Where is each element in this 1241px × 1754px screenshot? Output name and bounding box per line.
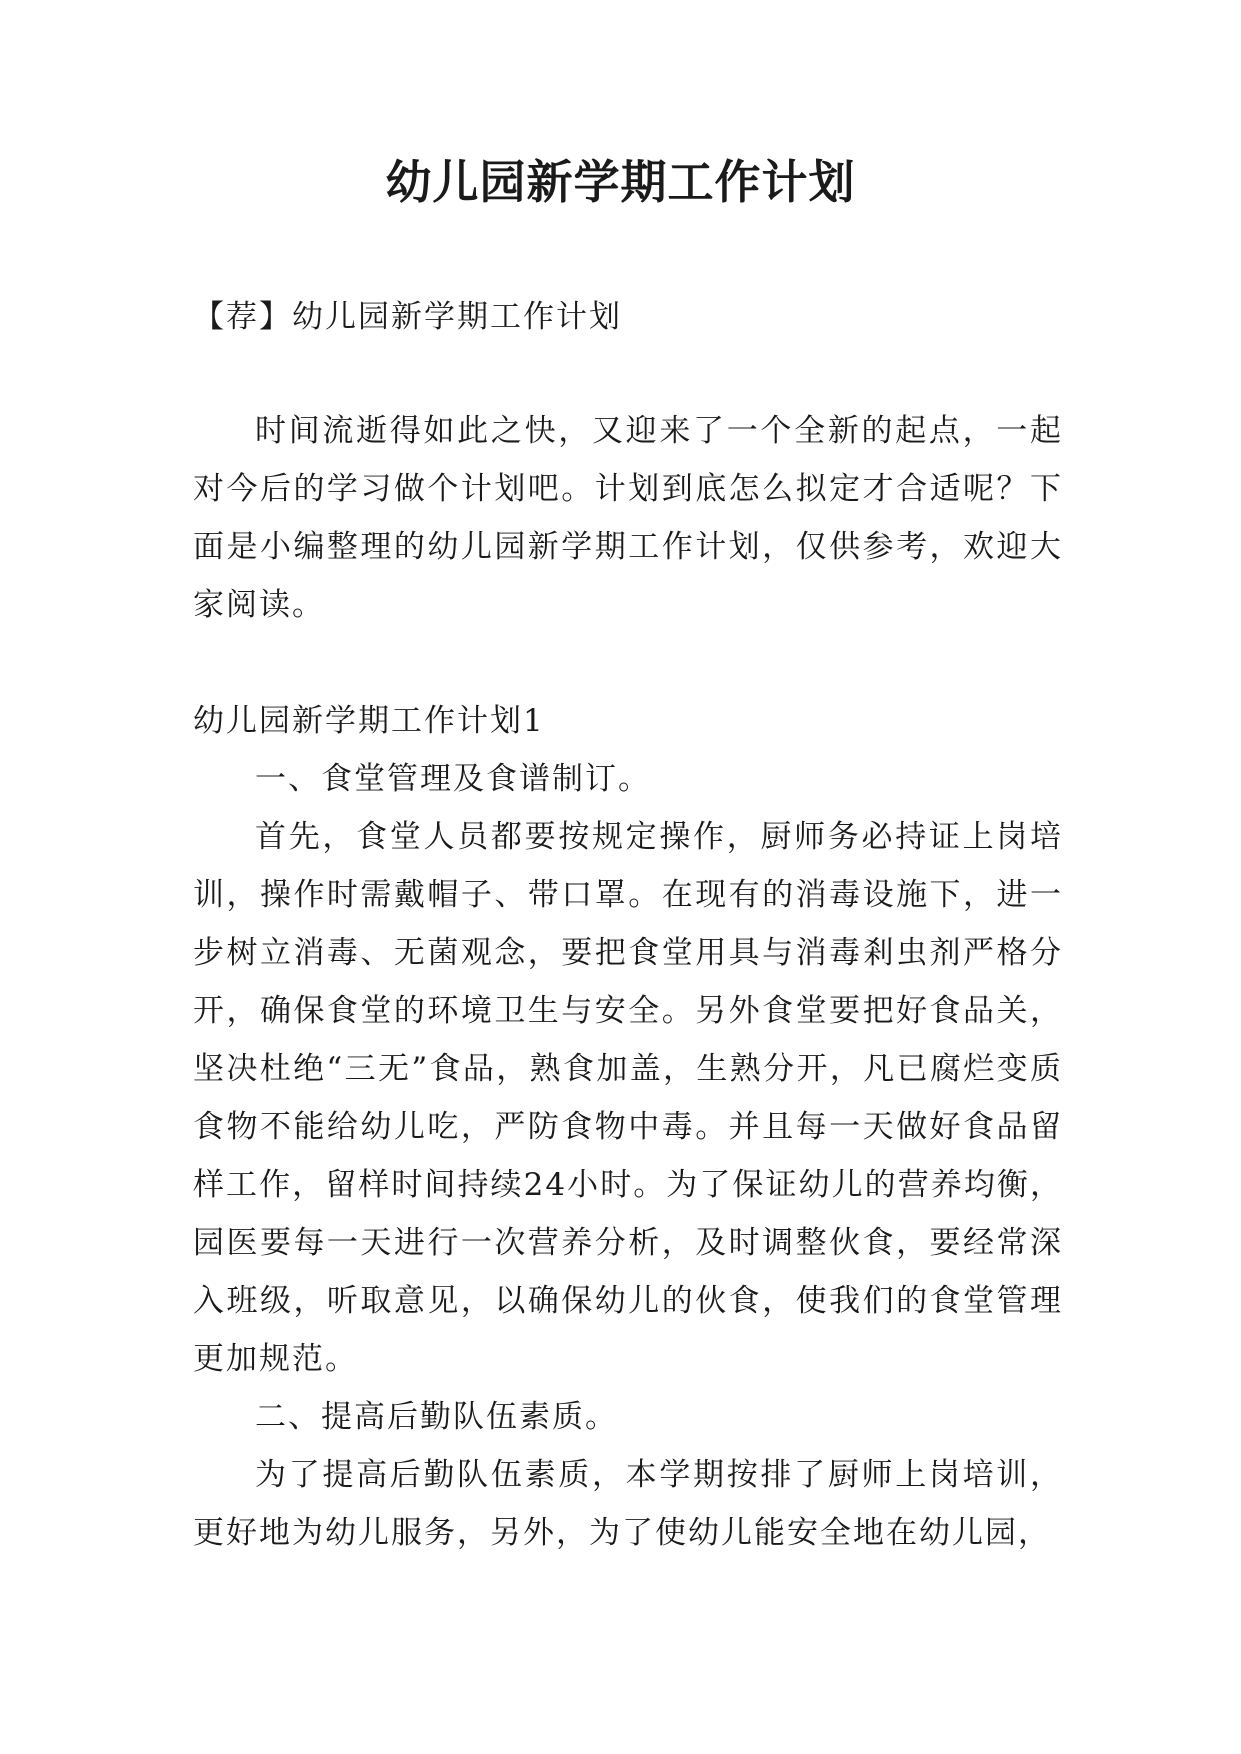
recommend-line-block [193, 288, 1063, 346]
section-heading: 幼儿园新学期工作计划1 [193, 703, 545, 739]
recommend-line: 【荐】幼儿园新学期工作计划 [193, 299, 622, 335]
intro-block [193, 402, 1063, 634]
item1-paragraph: 首先，食堂人员都要按规定操作，厨师务必持证上岗培训，操作时需戴帽子、带口罩。在现有的消毒设施下，进一步树立消毒、无菌观念，要把食堂用具与消毒剎虫剂严格分开，确保食堂的环境卫生与安全。另外食堂要把好食品关，坚决杜绝“三无”食品，熟食加盖，生熟分开，凡已腐烂变质食物不能给幼儿吃，严防食物中毒。并且每一天做好食品留样工作，留样时间持续24小时。为了保证幼儿的营养均衡，园医要每一天进行一次营养分析，及时调整伙食，要经常深入班级，听取意见，以确保幼儿的伙食，使我们的食堂管理更加规范。 [193, 819, 1063, 1377]
section-block [193, 692, 1063, 1562]
item2-paragraph: 为了提高后勤队伍素质，本学期按排了厨师上岗培训，更好地为幼儿服务，另外，为了使幼儿能安全地在幼儿园， [193, 1457, 1063, 1551]
document-title: 幼儿园新学期工作计划 [385, 155, 856, 209]
item2-heading: 二、提高后勤队伍素质。 [255, 1399, 618, 1435]
intro-paragraph: 时间流逝得如此之快，又迎来了一个全新的起点，一起对今后的学习做个计划吧。计划到底怎么拟定才合适呢？下面是小编整理的幼儿园新学期工作计划，仅供参考，欢迎大家阅读。 [193, 413, 1063, 623]
item1-heading: 一、食堂管理及食谱制订。 [255, 761, 651, 797]
